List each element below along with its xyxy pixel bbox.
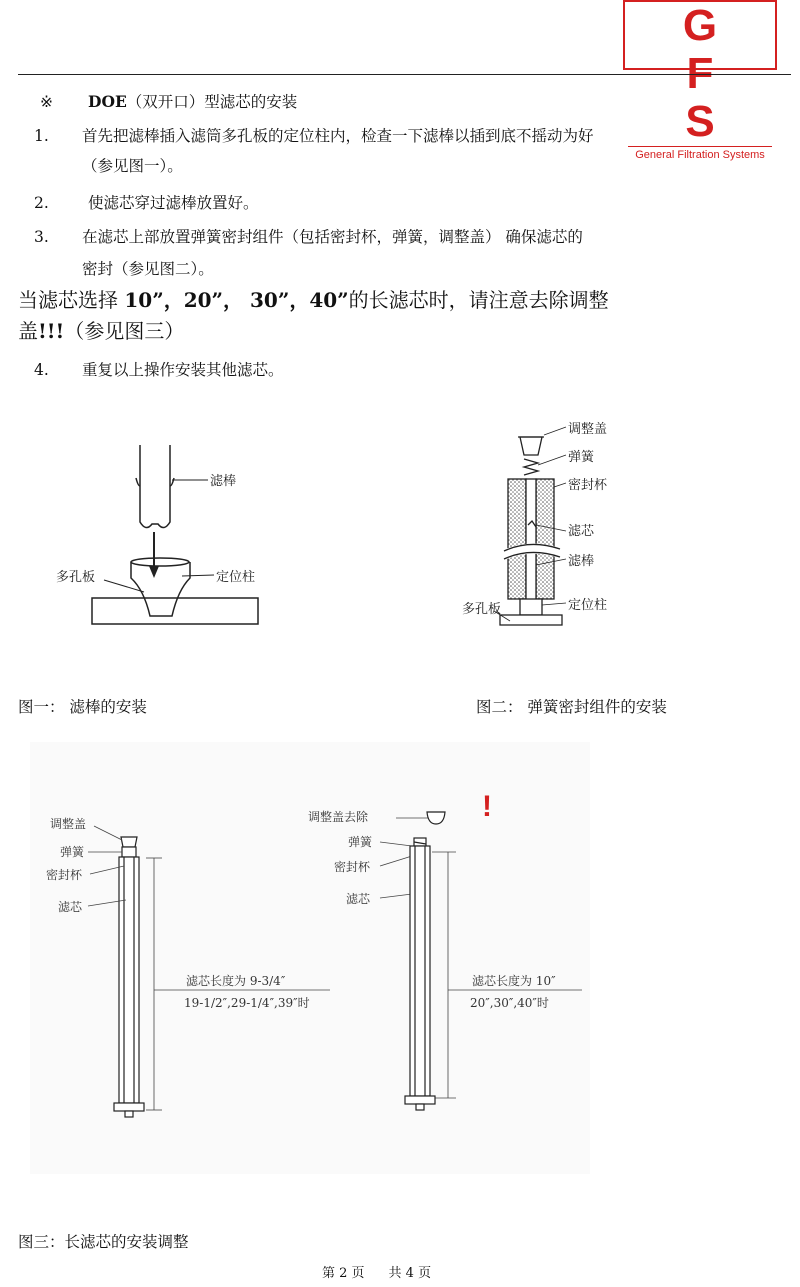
footer-page: [322, 1262, 431, 1281]
fig3-right-label-cartridge: 滤芯: [346, 892, 371, 906]
step-3-num: 3.: [34, 228, 49, 246]
fig2-label-rod: 滤棒: [568, 554, 595, 569]
warning-sizes: 10”，20”， 30”，40”: [124, 288, 349, 312]
step-2-num: 2.: [34, 194, 49, 212]
section-title-rest: （双开口）型滤芯的安装: [126, 93, 298, 111]
step-1-line2: （参见图一）。: [82, 157, 183, 175]
fig2-label-cap: 调整盖: [568, 422, 608, 437]
step-4-num: 4.: [34, 361, 49, 379]
step-2-line1: 使滤芯穿过滤棒放置好。: [88, 194, 259, 212]
fig3-left-label-spring: 弹簧: [60, 845, 85, 859]
fig3-right-label-cap-removed: 调整盖去除: [308, 810, 369, 824]
fig3-right-drawing: [400, 810, 450, 1120]
fig3-right-length-line2: 20″,30″,40″时: [470, 996, 549, 1010]
step-3-line1: 在滤芯上部放置弹簧密封组件（包括密封杯，弹簧，调整盖） 确保滤芯的: [82, 228, 583, 246]
fig3-caption: 图三：长滤芯的安装调整: [18, 1233, 189, 1251]
warning-line1-c: 的长滤芯时，请注意去除调整: [348, 288, 609, 312]
step-1-line1: 首先把滤棒插入滤筒多孔板的定位柱内，检查一下滤棒以插到底不摇动为好: [82, 127, 594, 145]
fig3-left-length-line1: 滤芯长度为 9-3/4″: [186, 974, 286, 988]
logo-subtitle: General Filtration Systems: [628, 146, 772, 162]
footer-page-total: 共 4 页: [388, 1266, 432, 1281]
fig3-left-label-cup: 密封杯: [46, 868, 83, 882]
fig2-label-cartridge: 滤芯: [568, 524, 595, 539]
fig3-left-label-cap: 调整盖: [50, 817, 87, 831]
warning-line2-a: 盖: [18, 319, 38, 343]
fig2-caption: 图二： 弹簧密封组件的安装: [476, 698, 667, 716]
fig2-label-plate: 多孔板: [462, 602, 502, 617]
fig3-right-length-line1: 滤芯长度为 10″: [472, 974, 556, 988]
fig1-label-post: 定位柱: [216, 570, 256, 585]
fig3-right-label-spring: 弹簧: [348, 835, 373, 849]
step-1-num: 1.: [34, 127, 49, 145]
warning-line2-c: （参见图三）: [64, 319, 185, 343]
fig1-label-rod: 滤棒: [210, 474, 237, 489]
fig3-right-label-cup: 密封杯: [334, 860, 371, 874]
fig1-caption: 图一： 滤棒的安装: [18, 698, 147, 716]
fig2-label-post: 定位柱: [568, 598, 608, 613]
fig3-left-length-line2: 19-1/2″,29-1/4″,39″时: [184, 996, 310, 1010]
fig1-label-plate: 多孔板: [56, 570, 96, 585]
logo-letters: G F S: [682, 1, 740, 146]
warning-line1-a: 当滤芯选择: [18, 288, 125, 312]
fig2-label-cup: 密封杯: [568, 478, 608, 493]
fig2-label-spring: 弹簧: [568, 450, 595, 465]
section-marker: ※: [40, 93, 53, 111]
fig3-left-label-cartridge: 滤芯: [58, 900, 83, 914]
footer-page-number: 第 2 页: [322, 1266, 365, 1281]
step-3-line2: 密封（参见图二）。: [82, 260, 214, 278]
fig3-exclaim: !: [482, 790, 492, 823]
section-title-bold: DOE: [88, 92, 127, 111]
step-4-line1: 重复以上操作安装其他滤芯。: [82, 361, 284, 379]
warning-exclaim: !!!: [38, 319, 65, 343]
